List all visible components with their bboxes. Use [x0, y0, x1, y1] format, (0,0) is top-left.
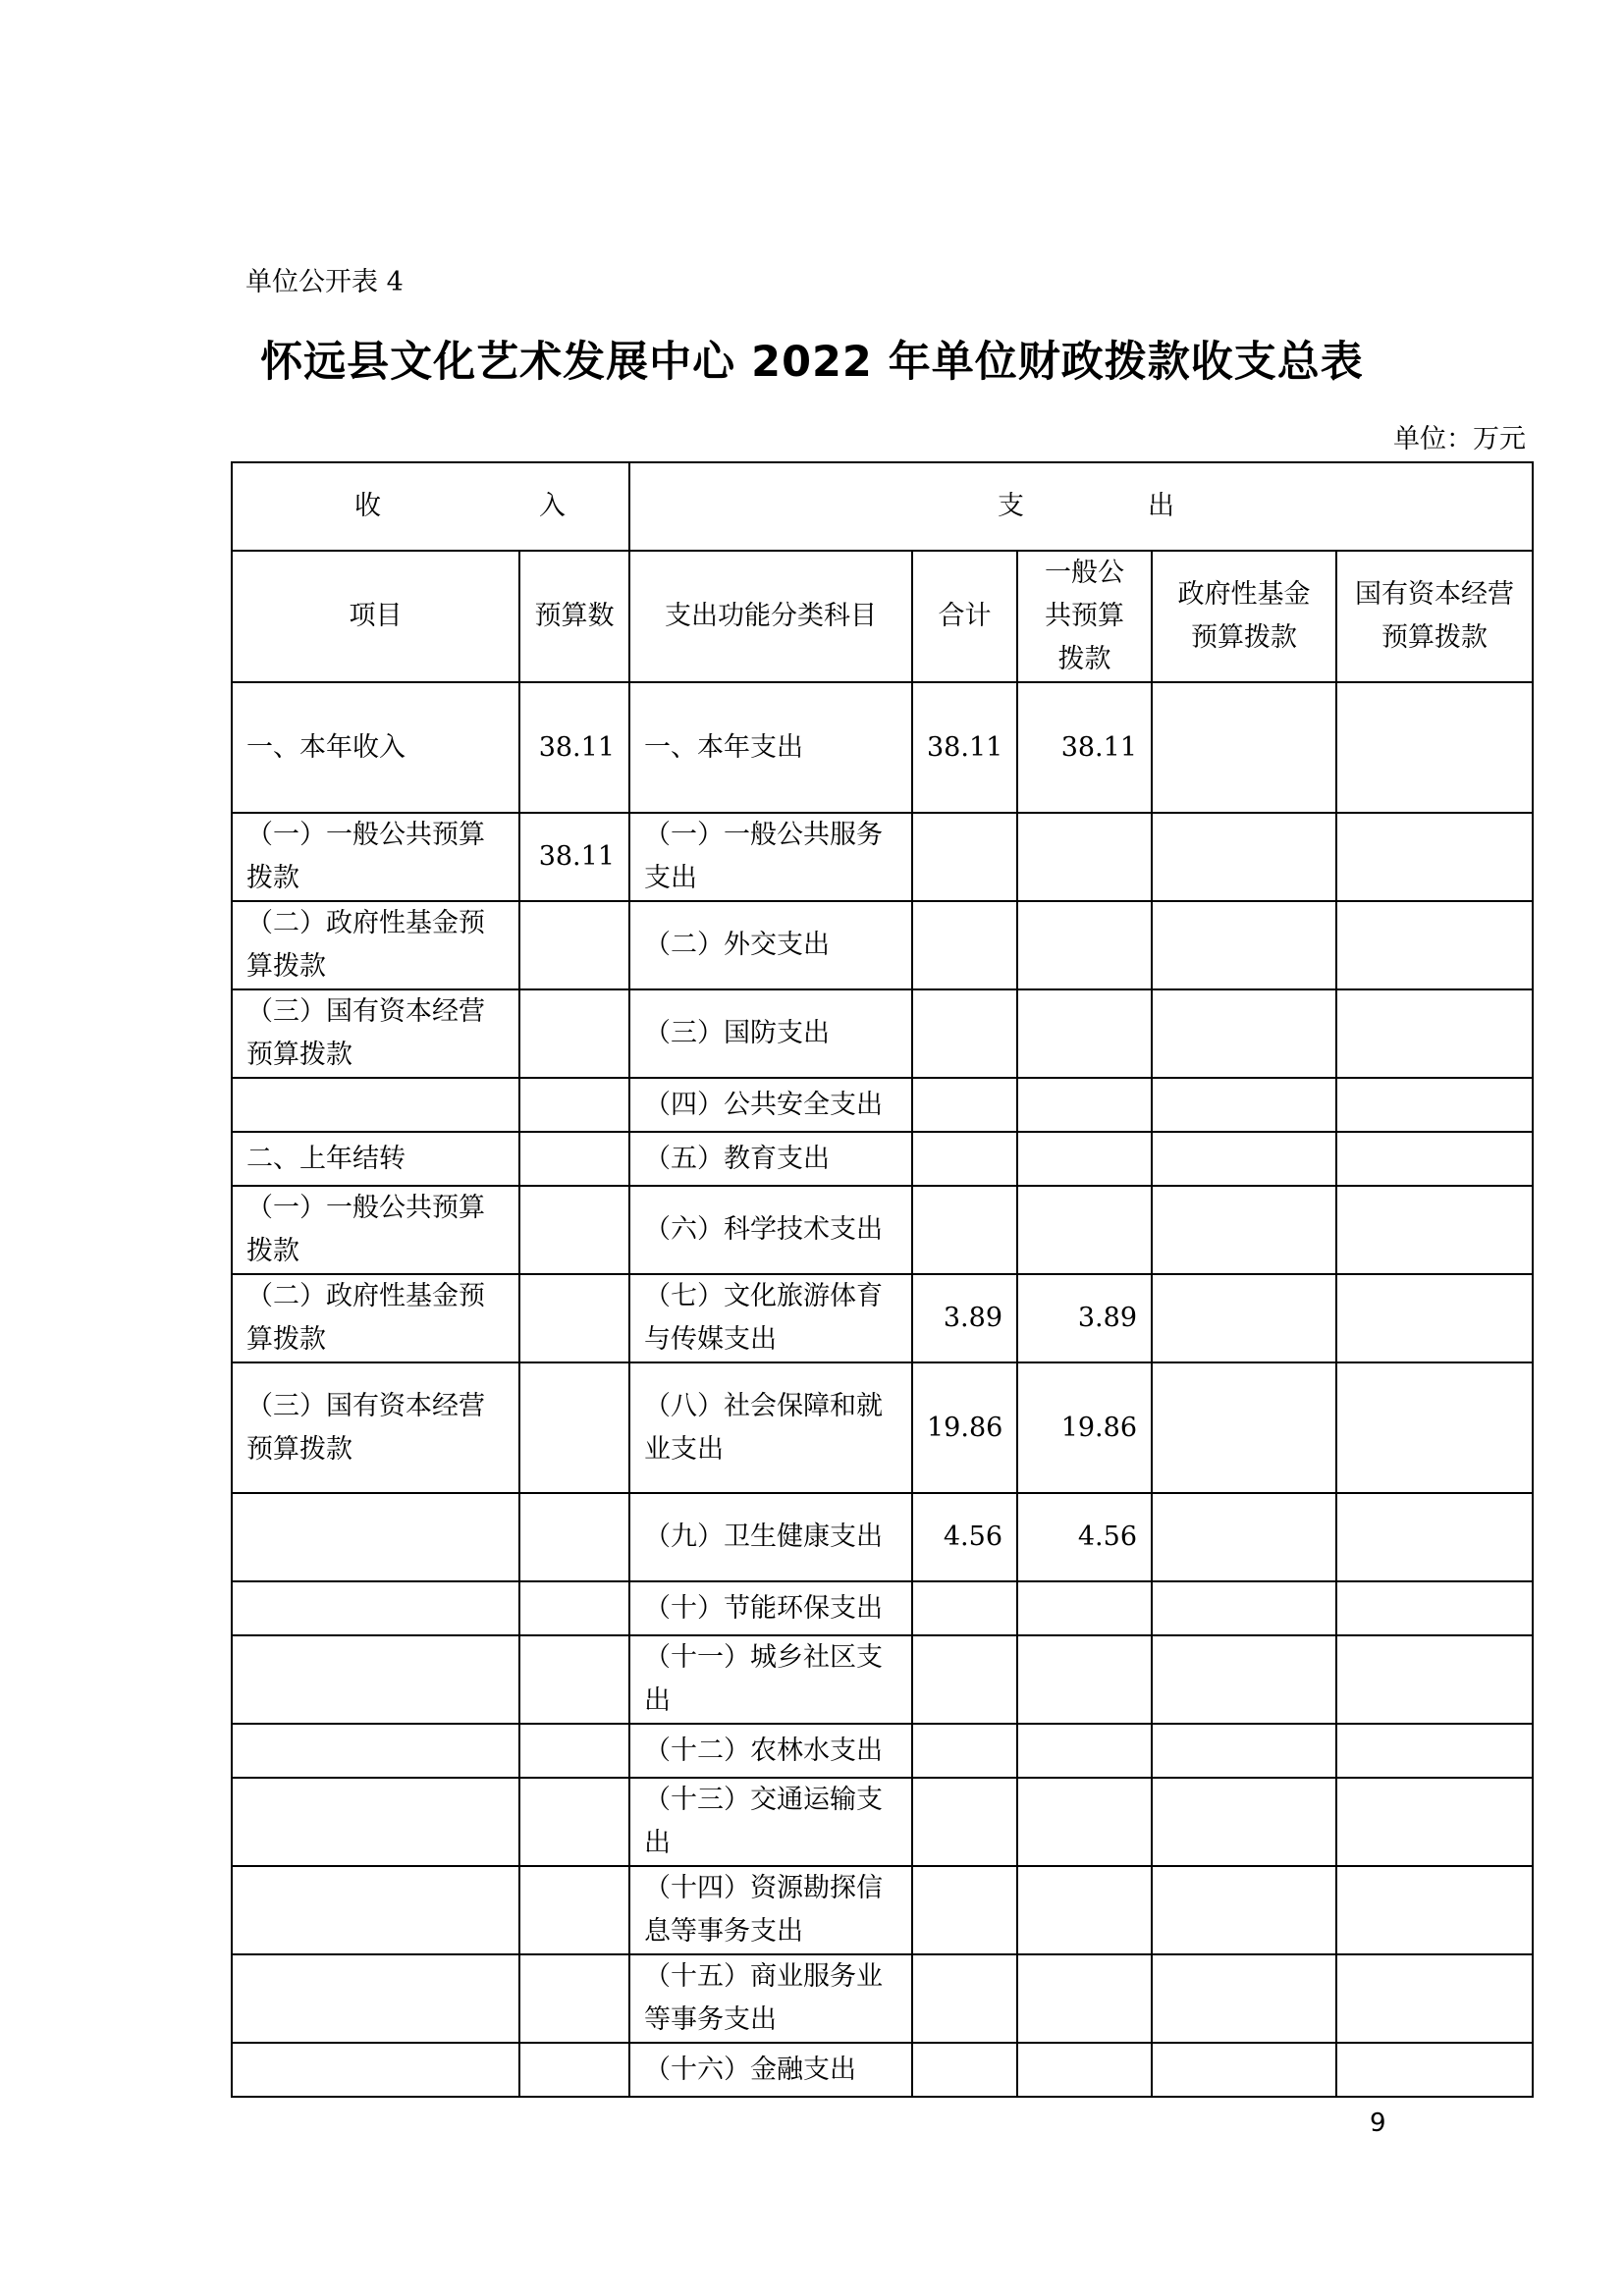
table-row [232, 1724, 1533, 1778]
income-item-cell [232, 2043, 519, 2097]
col-header-item: 项目 [232, 551, 519, 682]
expense-item-cell: （十四）资源勘探信息等事务支出 [629, 1866, 912, 1954]
group-header-row [232, 462, 1533, 551]
income-item-cell [232, 1078, 519, 1132]
expense-group-header [629, 462, 1533, 551]
fiscal-summary-table [231, 461, 1534, 2098]
general-budget-cell [1017, 1778, 1152, 1866]
gov-fund-cell [1152, 1132, 1336, 1186]
state-capital-cell [1336, 1493, 1533, 1581]
expense-item-cell: （九）卫生健康支出 [629, 1493, 912, 1581]
gov-fund-cell [1152, 1954, 1336, 2043]
table-row [232, 1866, 1533, 1954]
table-row [232, 1078, 1533, 1132]
income-group-char-1: 收 [354, 491, 381, 521]
gov-fund-cell [1152, 1866, 1336, 1954]
gov-fund-cell [1152, 1778, 1336, 1866]
state-capital-cell [1336, 1635, 1533, 1724]
income-budget-cell: 38.11 [519, 682, 629, 813]
expense-item-cell: （一）一般公共服务支出 [629, 813, 912, 901]
state-capital-cell [1336, 989, 1533, 1078]
income-budget-cell [519, 1581, 629, 1635]
state-capital-cell [1336, 1581, 1533, 1635]
total-cell: 38.11 [912, 682, 1017, 813]
state-capital-cell [1336, 1078, 1533, 1132]
general-budget-cell [1017, 813, 1152, 901]
state-capital-cell [1336, 1274, 1533, 1362]
income-item-cell: 二、上年结转 [232, 1132, 519, 1186]
income-budget-cell [519, 1866, 629, 1954]
income-group-header [232, 462, 629, 551]
income-budget-cell [519, 1954, 629, 2043]
expense-item-cell: 一、本年支出 [629, 682, 912, 813]
income-item-cell [232, 1493, 519, 1581]
income-item-cell [232, 1954, 519, 2043]
gov-fund-cell [1152, 813, 1336, 901]
expense-item-cell: （十）节能环保支出 [629, 1581, 912, 1635]
income-item-cell [232, 1778, 519, 1866]
total-cell [912, 1581, 1017, 1635]
gov-fund-cell [1152, 901, 1336, 989]
income-budget-cell [519, 1778, 629, 1866]
table-row [232, 989, 1533, 1078]
income-budget-cell [519, 1132, 629, 1186]
general-budget-cell [1017, 1954, 1152, 2043]
expense-item-cell: （七）文化旅游体育与传媒支出 [629, 1274, 912, 1362]
expense-item-cell: （十五）商业服务业等事务支出 [629, 1954, 912, 2043]
gov-fund-cell [1152, 1493, 1336, 1581]
total-cell: 3.89 [912, 1274, 1017, 1362]
total-cell [912, 2043, 1017, 2097]
table-row [232, 1274, 1533, 1362]
general-budget-cell: 3.89 [1017, 1274, 1152, 1362]
income-budget-cell: 38.11 [519, 813, 629, 901]
total-cell [912, 901, 1017, 989]
column-header-row [232, 551, 1533, 682]
general-budget-cell [1017, 1581, 1152, 1635]
state-capital-cell [1336, 901, 1533, 989]
income-item-cell: （三）国有资本经营预算拨款 [232, 989, 519, 1078]
general-budget-cell [1017, 1132, 1152, 1186]
col-header-total: 合计 [912, 551, 1017, 682]
expense-item-cell: （六）科学技术支出 [629, 1186, 912, 1274]
expense-item-cell: （十六）金融支出 [629, 2043, 912, 2097]
income-item-cell: （一）一般公共预算拨款 [232, 813, 519, 901]
general-budget-cell [1017, 901, 1152, 989]
total-cell [912, 1866, 1017, 1954]
income-item-cell: （二）政府性基金预算拨款 [232, 1274, 519, 1362]
total-cell [912, 1132, 1017, 1186]
state-capital-cell [1336, 682, 1533, 813]
income-item-cell: 一、本年收入 [232, 682, 519, 813]
general-budget-cell [1017, 1866, 1152, 1954]
gov-fund-cell [1152, 1078, 1336, 1132]
gov-fund-cell [1152, 1274, 1336, 1362]
col-header-general: 一般公共预算拨款 [1017, 551, 1152, 682]
table-row [232, 1581, 1533, 1635]
income-item-cell [232, 1724, 519, 1778]
total-cell [912, 989, 1017, 1078]
expense-item-cell: （三）国防支出 [629, 989, 912, 1078]
gov-fund-cell [1152, 989, 1336, 1078]
total-cell [912, 813, 1017, 901]
income-item-cell [232, 1866, 519, 1954]
expense-item-cell: （八）社会保障和就业支出 [629, 1362, 912, 1493]
col-header-gov-fund: 政府性基金预算拨款 [1152, 551, 1336, 682]
expense-item-cell: （十一）城乡社区支出 [629, 1635, 912, 1724]
table-row [232, 1493, 1533, 1581]
table-row [232, 682, 1533, 813]
table-row [232, 1954, 1533, 2043]
table-row [232, 2043, 1533, 2097]
income-budget-cell [519, 1078, 629, 1132]
general-budget-cell [1017, 1724, 1152, 1778]
page-title: 怀远县文化艺术发展中心 2022 年单位财政拨款收支总表 [260, 338, 1364, 387]
income-budget-cell [519, 901, 629, 989]
expense-item-cell: （二）外交支出 [629, 901, 912, 989]
table-row [232, 901, 1533, 989]
col-header-exp-category: 支出功能分类科目 [629, 551, 912, 682]
state-capital-cell [1336, 1954, 1533, 2043]
income-budget-cell [519, 1274, 629, 1362]
expense-group-char-1: 支 [998, 491, 1024, 521]
gov-fund-cell [1152, 2043, 1336, 2097]
income-item-cell [232, 1635, 519, 1724]
state-capital-cell [1336, 1186, 1533, 1274]
general-budget-cell [1017, 1078, 1152, 1132]
table-row [232, 1635, 1533, 1724]
general-budget-cell [1017, 1635, 1152, 1724]
total-cell [912, 1635, 1017, 1724]
total-cell [912, 1954, 1017, 2043]
state-capital-cell [1336, 1724, 1533, 1778]
income-item-cell: （三）国有资本经营预算拨款 [232, 1362, 519, 1493]
income-item-cell: （一）一般公共预算拨款 [232, 1186, 519, 1274]
unit-label: 单位：万元 [1393, 424, 1526, 454]
state-capital-cell [1336, 1778, 1533, 1866]
expense-item-cell: （十三）交通运输支出 [629, 1778, 912, 1866]
general-budget-cell: 4.56 [1017, 1493, 1152, 1581]
total-cell: 4.56 [912, 1493, 1017, 1581]
page-number: 9 [1370, 2109, 1386, 2138]
total-cell [912, 1778, 1017, 1866]
col-header-state-capital: 国有资本经营预算拨款 [1336, 551, 1533, 682]
general-budget-cell: 19.86 [1017, 1362, 1152, 1493]
table-row [232, 1362, 1533, 1493]
income-budget-cell [519, 1724, 629, 1778]
state-capital-cell [1336, 1132, 1533, 1186]
table-row [232, 1778, 1533, 1866]
income-budget-cell [519, 1635, 629, 1724]
income-budget-cell [519, 989, 629, 1078]
general-budget-cell [1017, 1186, 1152, 1274]
gov-fund-cell [1152, 1186, 1336, 1274]
expense-item-cell: （十二）农林水支出 [629, 1724, 912, 1778]
state-capital-cell [1336, 2043, 1533, 2097]
state-capital-cell [1336, 1866, 1533, 1954]
income-group-char-2: 入 [539, 491, 566, 521]
gov-fund-cell [1152, 1581, 1336, 1635]
col-header-budget: 预算数 [519, 551, 629, 682]
gov-fund-cell [1152, 1362, 1336, 1493]
form-label: 单位公开表 4 [245, 267, 404, 297]
income-item-cell: （二）政府性基金预算拨款 [232, 901, 519, 989]
table-row [232, 1132, 1533, 1186]
table-row [232, 1186, 1533, 1274]
total-cell [912, 1724, 1017, 1778]
expense-item-cell: （五）教育支出 [629, 1132, 912, 1186]
income-item-cell [232, 1581, 519, 1635]
income-budget-cell [519, 1186, 629, 1274]
gov-fund-cell [1152, 682, 1336, 813]
total-cell: 19.86 [912, 1362, 1017, 1493]
expense-group-char-2: 出 [1148, 491, 1175, 521]
gov-fund-cell [1152, 1635, 1336, 1724]
gov-fund-cell [1152, 1724, 1336, 1778]
total-cell [912, 1078, 1017, 1132]
income-budget-cell [519, 1493, 629, 1581]
general-budget-cell [1017, 989, 1152, 1078]
state-capital-cell [1336, 813, 1533, 901]
state-capital-cell [1336, 1362, 1533, 1493]
income-budget-cell [519, 1362, 629, 1493]
expense-item-cell: （四）公共安全支出 [629, 1078, 912, 1132]
general-budget-cell: 38.11 [1017, 682, 1152, 813]
general-budget-cell [1017, 2043, 1152, 2097]
income-budget-cell [519, 2043, 629, 2097]
table-row [232, 813, 1533, 901]
total-cell [912, 1186, 1017, 1274]
